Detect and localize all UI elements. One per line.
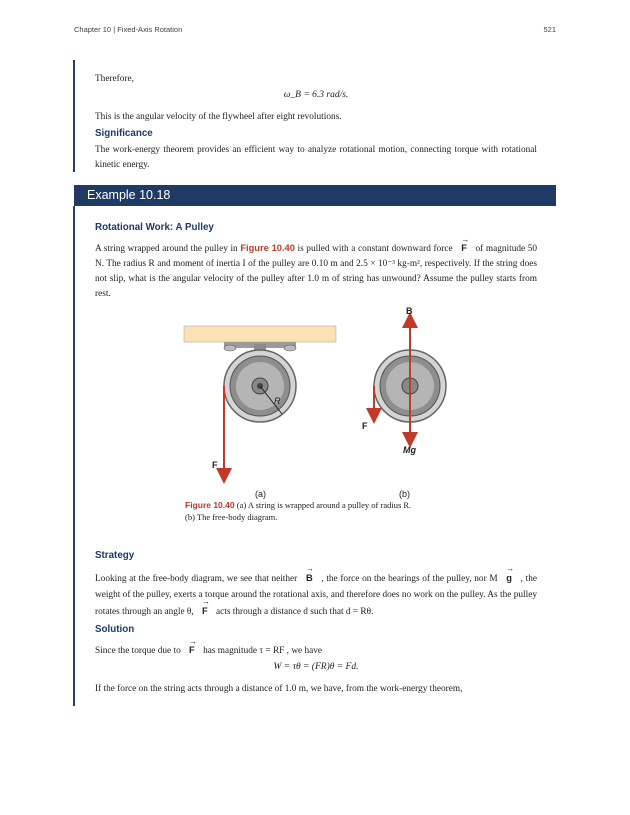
figure-part-a (184, 326, 336, 499)
bearing-vector-symbol: → B (306, 570, 313, 586)
solution-line-2: If the force on the string acts through a distance of 1.0 m, we have, from the work-energy theorem, (95, 684, 463, 694)
work-equation: W = τθ = (FR)θ = Fd. (273, 662, 359, 672)
caption-label: Figure 10.40 (185, 500, 235, 510)
radius-label: R (274, 396, 281, 406)
example-banner: Example 10.18 (74, 185, 556, 206)
fbd-force-label: F (362, 421, 368, 431)
therefore-text: Therefore, (95, 74, 134, 84)
ceiling-beam (184, 326, 336, 342)
problem-text-1: A string wrapped around the pulley in (95, 244, 238, 254)
strategy-text-4: acts through a distance d such that d = Rθ. (216, 607, 374, 617)
figure-link[interactable]: Figure 10.40 (240, 243, 295, 253)
strategy-text-3: , the weight of the pulley, exerts a torque around the rotational axis, and therefore does no work on the pulley. As the pulley rotates through an angle θ, (95, 574, 538, 617)
force-vector-symbol: → F (461, 241, 467, 256)
force-vector-symbol-2: → F (202, 603, 208, 619)
solution-text-1: Since the torque due to (95, 646, 181, 656)
example-bar (73, 206, 75, 706)
solution-line-1 (95, 643, 537, 659)
example-title: Rotational Work: A Pulley (95, 222, 214, 233)
strategy-heading: Strategy (95, 550, 135, 561)
problem-text-3: of magnitude 50 N. The radius R and moment of inertia I of the pulley are 0.10 m and 2.5 × 10⁻³ kg-m², respectively. If the string does not slip, what is the angular velocity of the pulley after 1.0 m of string has unwound? Assume the pulley starts from rest. (95, 244, 538, 299)
angular-velocity-text: This is the angular velocity of the flywheel after eight revolutions. (95, 112, 342, 122)
problem-paragraph (95, 241, 537, 302)
solution-heading: Solution (95, 624, 135, 635)
bearing-force-label: B (406, 306, 413, 316)
mount-bolt-left (224, 345, 236, 351)
weight-label: Mg (403, 445, 416, 455)
strategy-text-2: , the force on the bearings of the pulley, nor M (321, 574, 498, 584)
gravity-vector-symbol: → g (506, 570, 512, 586)
significance-heading: Significance (95, 128, 153, 139)
strategy-text-1: Looking at the free-body diagram, we see that neither (95, 574, 298, 584)
caption-text: (a) A string is wrapped around a pulley of radius R. (236, 500, 412, 510)
previous-example-bar (73, 60, 75, 172)
figure-caption (185, 499, 411, 523)
caption-text-2: (b) The free-body diagram. (185, 512, 278, 522)
solution-text-2: has magnitude τ = RF , we have (203, 646, 323, 656)
figure-label-a: (a) (255, 489, 266, 499)
omega-equation: ω_B = 6.3 rad/s. (283, 90, 349, 100)
significance-paragraph: The work-energy theorem provides an efficient way to analyze rotational motion, connecting torque with rotational kinetic energy. (95, 145, 537, 170)
mount-bolt-right (284, 345, 296, 351)
force-label-a: F (212, 460, 218, 470)
running-header-chapter: Chapter 10 | Fixed-Axis Rotation (74, 25, 183, 34)
force-vector-symbol-3: → F (189, 643, 195, 658)
page-number: 521 (543, 25, 556, 34)
figure-part-b (362, 306, 446, 499)
figure-label-b: (b) (399, 489, 410, 499)
pulley-figure (170, 300, 460, 500)
strategy-paragraph (95, 570, 537, 620)
problem-text-2: is pulled with a constant downward force (297, 244, 453, 254)
